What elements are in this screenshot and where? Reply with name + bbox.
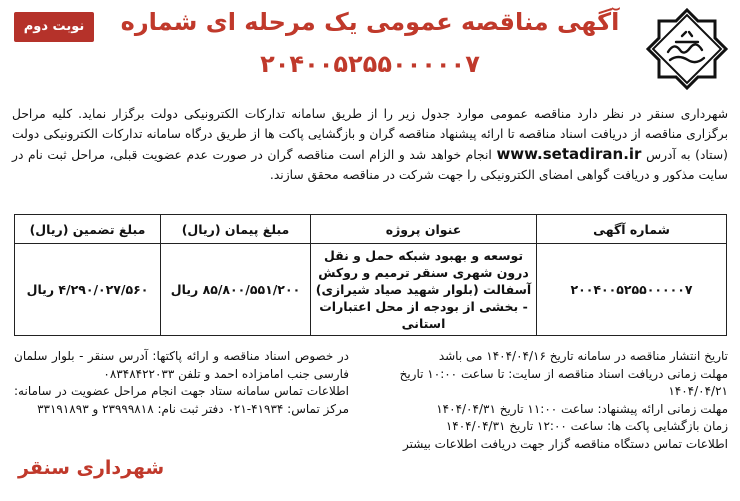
schedule-details <box>378 348 728 453</box>
table-header-row <box>15 215 727 244</box>
cell-guarantee-amount: ۴/۲۹۰/۰۲۷/۵۶۰ ریال <box>15 244 161 336</box>
header-guarantee-amount: مبلغ تضمین (ریال) <box>15 215 161 244</box>
header-project-title: عنوان پروژه <box>311 215 537 244</box>
publish-date-line: تاریخ انتشار مناقصه در سامانه تاریخ ۱۴۰۴/۰۴/۱۶ می باشد <box>438 349 728 363</box>
table-row <box>15 244 727 336</box>
intro-text-2: انجام خواهد شد و الزام است مناقصه گران در صورت عدم عضویت قبلی، مراحل ثبت نام در سایت مذکور و دریافت گواهی امضای الکترونیکی را جهت شرکت در مناقصه محقق سازند. <box>12 148 728 182</box>
cell-ad-number: ۲۰۰۴۰۰۵۲۵۵۰۰۰۰۰۷ <box>537 244 727 336</box>
address-paragraph: در خصوص اسناد مناقصه و ارائه پاکتها: آدرس سنقر - بلوار سلمان فارسی جنب امامزاده احمد و تلفن ۰۸۳۴۸۴۲۲۰۳۳ <box>14 349 349 381</box>
document-deadline-date: ۱۴۰۴/۰۴/۲۱ <box>668 384 728 398</box>
municipality-logo <box>646 8 728 90</box>
setad-contact-paragraph: اطلاعات تماس سامانه ستاد جهت انجام مراحل عضویت در سامانه: مرکز تماس: ۴۱۹۳۴-۰۲۱ دفتر ثبت نام: ۲۳۹۹۹۸۱۸ و ۳۳۱۹۱۸۹۳ <box>14 384 349 416</box>
header-contract-amount: مبلغ پیمان (ریال) <box>161 215 311 244</box>
website-link[interactable]: www.setadiran.ir <box>496 145 642 163</box>
contact-details <box>14 348 349 418</box>
signature: شهرداری سنقر <box>18 457 165 479</box>
intro-paragraph <box>12 104 728 185</box>
tender-table <box>14 214 727 336</box>
contact-heading-line: اطلاعات تماس دستگاه مناقصه گزار جهت دریافت اطلاعات بیشتر <box>402 436 728 451</box>
tender-number: ۲۰۴۰۰۵۲۵۵۰۰۰۰۰۷ <box>260 50 480 78</box>
intro-text-1: شهرداری سنقر در نظر دارد مناقصه عمومی موارد جدول زیر را از طریق سامانه تدارکات الکترونیکی دولت برگزار نماید. کلیه مراحل برگزاری مناقصه از دریافت اسناد مناقصه تا ارائه پیشنهاد مناقصه گران و بازگشایی پاکت ها از طریق درگاه سامانه تدارکات الکترونیکی دولت (ستاد) به آدرس <box>12 107 728 162</box>
document-deadline-line: مهلت زمانی دریافت اسناد مناقصه از سایت: تا ساعت ۱۰:۰۰ تاریخ <box>399 366 728 381</box>
proposal-deadline-line: مهلت زمانی ارائه پیشنهاد: ساعت ۱۱:۰۰ تاریخ ۱۴۰۴/۰۴/۳۱ <box>436 401 728 416</box>
opening-time-line: زمان بازگشایی پاکت ها: ساعت ۱۲:۰۰ تاریخ ۱۴۰۴/۰۴/۳۱ <box>445 419 728 433</box>
ad-title: آگهی مناقصه عمومی یک مرحله ای شماره <box>120 8 620 36</box>
cell-contract-amount: ۸۵/۸۰۰/۵۵۱/۲۰۰ ریال <box>161 244 311 336</box>
header-ad-number: شماره آگهی <box>537 215 727 244</box>
cell-project-title: توسعه و بهبود شبکه حمل و نقل درون شهری سنقر ترمیم و روکش آسفالت (بلوار شهید صیاد شیرازی) - بخشی از بودجه از محل اعتبارات استانی <box>311 244 537 336</box>
second-publication-badge: نوبت دوم <box>14 12 94 42</box>
